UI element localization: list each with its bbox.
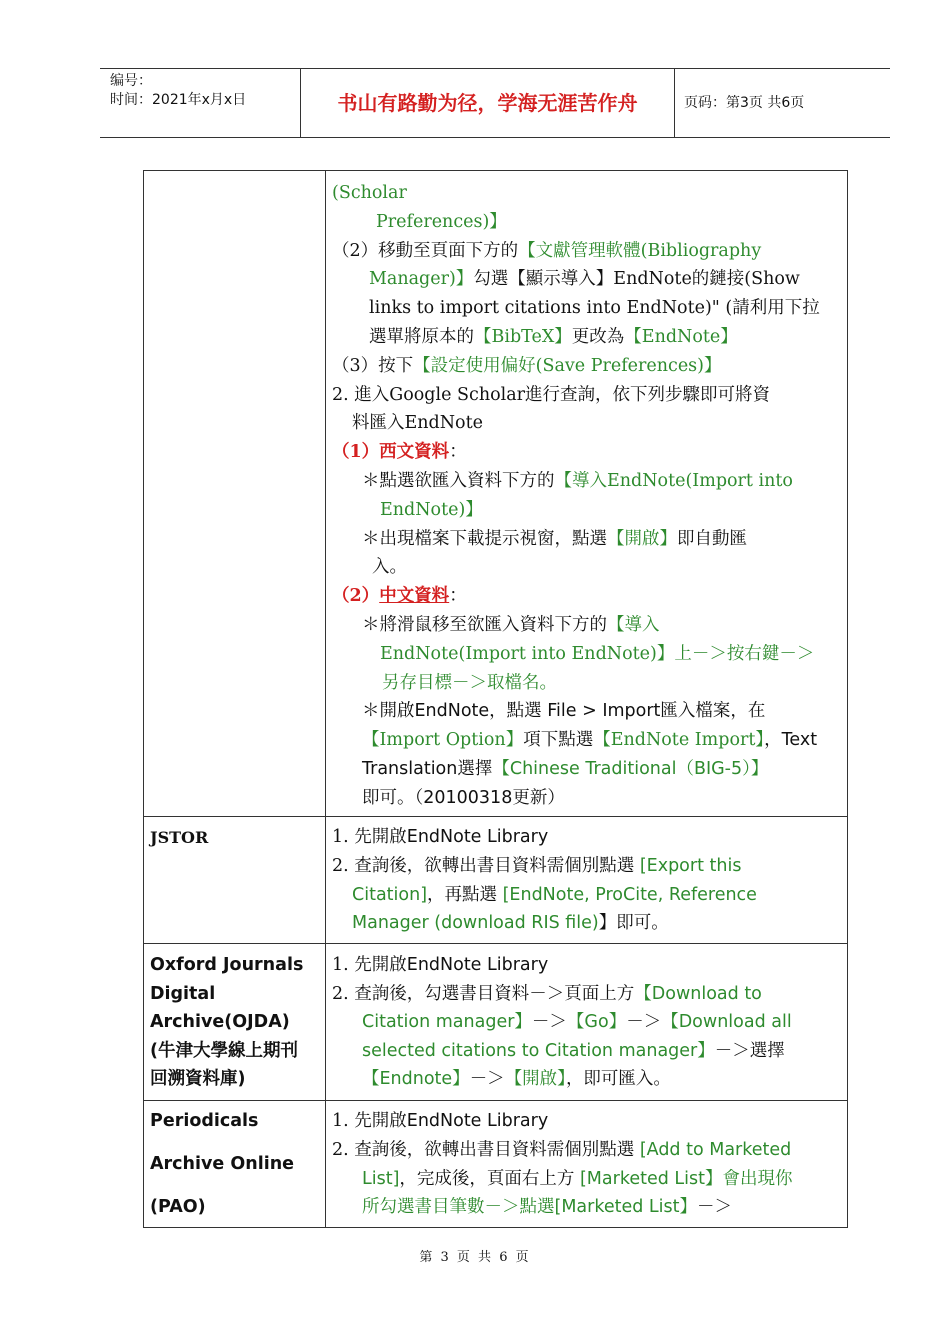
text-run: （2）: [332, 586, 380, 607]
text-run: 【Download all: [661, 1012, 792, 1033]
text-run: ：: [449, 586, 467, 607]
text-run: [Marketed List】: [554, 1197, 698, 1218]
text-run: EndNote Library: [406, 955, 549, 975]
text-run: 【Endnote】: [362, 1069, 470, 1090]
text-run: 1. 先開啟: [332, 955, 407, 975]
text-line: [352, 881, 757, 910]
text-run: Manager)】: [369, 269, 474, 290]
header-meta: [100, 69, 301, 137]
text-line: [332, 352, 721, 381]
text-run: ＊出現檔案下載提示視窗，點選: [362, 528, 607, 549]
text-run: EndNote)】: [380, 499, 483, 520]
text-run: 【Import Option】: [362, 730, 524, 751]
text-line: [382, 669, 557, 698]
row-label-line: Digital: [150, 983, 216, 1004]
text-run: （1）西文資料: [332, 442, 450, 463]
text-run: 2. 進入Google Scholar進行查詢，依下列步驟即可將資: [332, 384, 771, 405]
text-run: EndNote，點選 File > Import: [414, 701, 661, 722]
text-run: 【EndNote Import】: [593, 730, 765, 751]
text-run: 更改為: [571, 327, 625, 347]
text-run: 即自動匯: [677, 528, 747, 549]
text-run: Citation]: [352, 884, 428, 905]
row-label-line: (牛津大學線上期刊: [150, 1040, 298, 1061]
text-line: [362, 611, 660, 640]
text-run: 1. 先開啟: [332, 827, 407, 847]
row-label-line: Archive Online: [150, 1154, 295, 1174]
text-line: [362, 755, 768, 784]
text-run: 2. 查詢後，勾選書目資料－＞頁面上方: [332, 983, 635, 1004]
text-line: [376, 208, 507, 237]
text-run: 【文獻管理軟體(Bibliography: [518, 240, 762, 261]
text-run: 勾選【顯示導入】EndNote的鏈接(Show: [473, 269, 800, 290]
text-run: 中文資料: [379, 586, 450, 607]
text-run: 另存目標－＞取檔名。: [382, 672, 557, 693]
text-run: [Marketed List】: [579, 1168, 723, 1189]
text-line: [332, 980, 762, 1009]
text-run: 入。: [372, 557, 407, 578]
text-run: 【開啟】: [504, 1069, 566, 1090]
page-header: [100, 68, 890, 138]
text-run: 1. 先開啟: [332, 1111, 407, 1131]
text-run: －＞: [531, 1012, 567, 1033]
text-line: [380, 496, 483, 525]
text-run: ＊將滑鼠移至欲匯入資料下方的: [362, 615, 607, 635]
text-run: 【導入: [607, 615, 660, 635]
doc-time-label: 时间：2021年x月x日: [110, 92, 247, 108]
text-run: ，即可匯入。: [565, 1069, 671, 1090]
text-line: [332, 852, 741, 881]
text-run: ＊點選欲匯入資料下方的: [362, 471, 555, 491]
row-divider: [144, 816, 847, 817]
text-run: [Export this: [639, 855, 742, 876]
text-line: [332, 951, 548, 980]
text-run: 2. 查詢後，欲轉出書目資料需個別點選: [332, 855, 640, 876]
text-run: [Add to Marketed: [639, 1139, 792, 1160]
text-line: [332, 1136, 791, 1165]
row-divider: [144, 1100, 847, 1101]
text-line: [369, 265, 800, 294]
text-line: [332, 1107, 548, 1136]
text-run: 所勾選書目筆數－＞點選: [362, 1197, 555, 1218]
text-line: [332, 381, 770, 410]
doc-number-label: 编号：: [110, 73, 152, 89]
column-divider: [325, 171, 326, 1227]
text-run: （2）移動至頁面下方的: [332, 240, 519, 261]
content-table: [143, 170, 848, 1228]
text-line: [362, 525, 747, 554]
text-run: Preferences)】: [376, 211, 507, 232]
text-run: 即可。（: [362, 787, 424, 808]
row-label-jstor: JSTOR: [150, 828, 209, 847]
text-run: 【EndNote】: [624, 327, 738, 347]
text-run: 選單將原本的: [369, 327, 474, 347]
text-run: Translation: [362, 759, 458, 779]
text-run: ，完成後，頁面右上方: [399, 1168, 580, 1189]
text-line: [362, 1037, 785, 1066]
text-run: EndNote Library: [406, 1111, 549, 1131]
text-run: EndNote(Import into EndNote)】上－＞按右鍵－＞: [380, 643, 815, 664]
text-run: 【BibTeX】: [474, 327, 572, 347]
text-line: [372, 553, 407, 582]
text-line: [362, 726, 817, 755]
text-line: [332, 179, 407, 208]
text-run: 】即可。: [598, 913, 669, 934]
text-run: －＞: [697, 1197, 733, 1218]
text-run: ＊開啟: [362, 701, 415, 722]
text-run: List]: [362, 1168, 400, 1189]
text-run: ：: [449, 442, 467, 463]
text-line: [362, 784, 565, 813]
text-run: 更新）: [512, 787, 565, 808]
text-run: （3）按下: [332, 355, 414, 376]
text-run: －＞: [626, 1012, 662, 1033]
text-run: 【開啟】: [607, 528, 677, 549]
text-run: －＞選擇: [714, 1040, 785, 1061]
header-page-label: 页码：第3页 共6页: [684, 95, 805, 111]
text-run: ，Text: [764, 730, 818, 751]
text-run: Citation manager】: [362, 1012, 532, 1033]
text-line: [332, 582, 467, 611]
text-run: 會出現你: [722, 1168, 793, 1189]
text-run: 項下點選: [523, 730, 594, 751]
text-line: [362, 1065, 671, 1094]
row-label-line: Oxford Journals: [150, 955, 304, 975]
page-footer: 第 3 页 共 6 页: [419, 1250, 531, 1265]
text-run: 匯入檔案，在: [660, 701, 766, 722]
text-run: 料匯入EndNote: [352, 413, 483, 434]
text-run: 【Download to: [634, 983, 762, 1004]
text-line: [380, 640, 814, 669]
text-line: [332, 237, 761, 266]
text-run: －＞: [469, 1069, 505, 1090]
text-line: [362, 697, 765, 726]
text-line: [332, 438, 467, 467]
row-label-line: Archive(OJDA): [150, 1012, 290, 1033]
text-line: [362, 1008, 792, 1037]
text-line: [362, 1165, 793, 1194]
text-run: ，再點選: [427, 884, 503, 905]
text-run: 【導入EndNote(Import into: [554, 471, 793, 491]
text-run: links to import citations into EndNote)" (請利用下拉: [369, 298, 820, 319]
text-line: [362, 467, 793, 496]
text-run: Manager (download RIS file): [352, 913, 599, 934]
row-label-line: 回溯資料庫): [150, 1069, 246, 1090]
text-run: 選擇: [457, 759, 493, 779]
text-line: [369, 323, 738, 352]
text-line: [332, 823, 548, 852]
text-line: [362, 1193, 732, 1222]
text-run: selected citations to Citation manager】: [362, 1040, 715, 1061]
row-label-line: Periodicals: [150, 1111, 259, 1131]
row-label-line: (PAO): [150, 1197, 206, 1217]
text-run: 20100318: [423, 787, 513, 808]
text-run: EndNote Library: [406, 827, 549, 847]
text-run: (Scholar: [332, 183, 407, 203]
text-run: 【Chinese Traditional（BIG-5）】: [492, 759, 769, 779]
text-line: [369, 294, 820, 323]
text-line: [352, 409, 483, 438]
text-run: 【設定使用偏好(Save Preferences)】: [413, 355, 722, 376]
text-line: [352, 909, 669, 938]
text-run: [EndNote, ProCite, Reference: [502, 884, 757, 905]
header-slogan: 书山有路勤为径，学海无涯苦作舟: [301, 69, 675, 137]
text-run: 【Go】: [566, 1012, 627, 1033]
text-run: 2. 查詢後，欲轉出書目資料需個別點選: [332, 1139, 640, 1160]
row-divider: [144, 943, 847, 944]
